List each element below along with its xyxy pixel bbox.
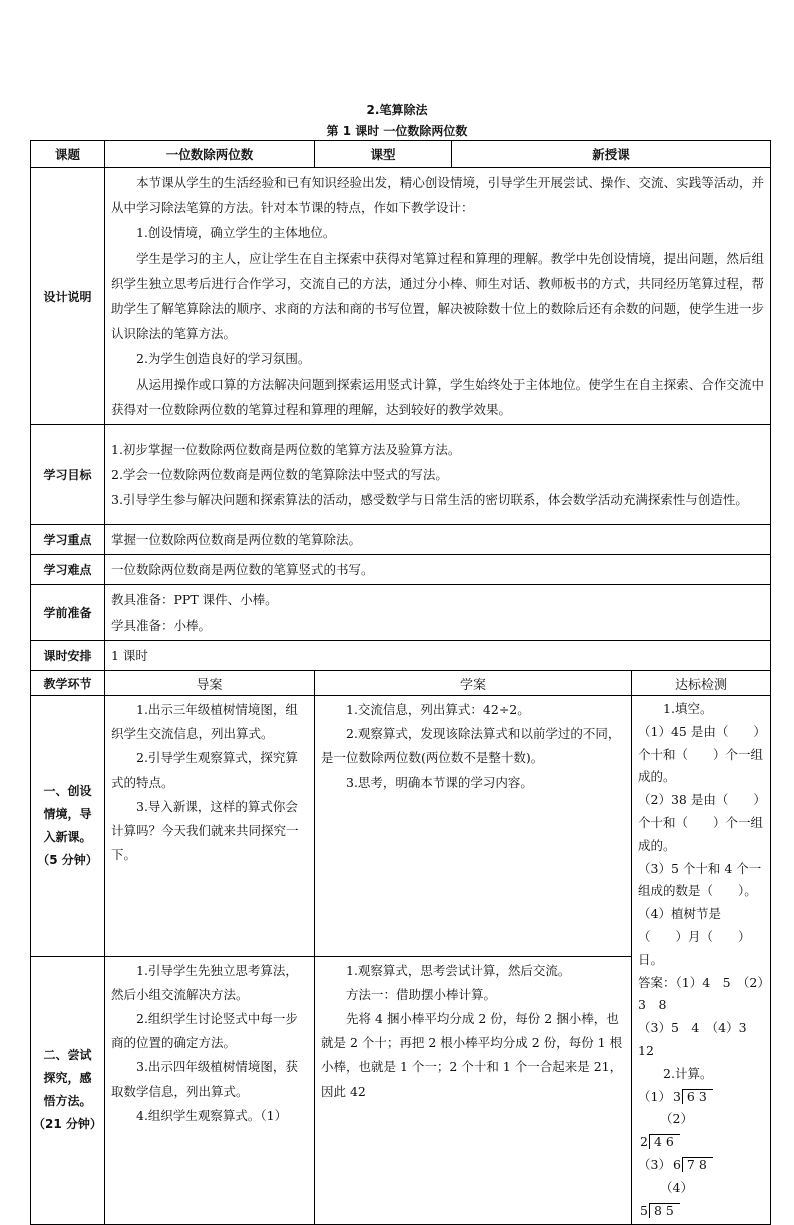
check-col-header: 达标检测 (632, 671, 771, 696)
hours-label: 课时安排 (31, 640, 105, 670)
long-division-4 (640, 1200, 680, 1223)
stage2-study (315, 956, 632, 1225)
hours-value: 1 课时 (105, 640, 771, 670)
header-row (31, 141, 771, 168)
study-item: 2.观察算式，发现该除法算式和以前学过的不同，是一位数除两位数(两位数不是整十数)。 (321, 726, 621, 766)
study-col-header: 学案 (315, 671, 632, 696)
dividend: 7 8 (682, 1157, 713, 1172)
goal-item: 2.学会一位数除两位数商是两位数的笔算除法中竖式的写法。 (111, 466, 448, 482)
lesson-plan-table (30, 140, 771, 1225)
calc-index: （3） (638, 1156, 671, 1172)
stage1-guide (105, 696, 315, 956)
study-item: 3.思考，明确本节课的学习内容。 (346, 774, 533, 790)
process-label: 教学环节 (31, 671, 105, 696)
goal-item: 1.初步掌握一位数除两位数商是两位数的笔算方法及验算方法。 (111, 441, 461, 457)
stage2-name-line: （21 分钟） (33, 1117, 102, 1132)
guide-item: 3.导入新课，这样的算式你会计算吗？今天我们就来共同探究一下。 (111, 798, 299, 863)
answers-line: （1）4 5 （2）3 8 (638, 974, 764, 1013)
guide-col-header: 导案 (105, 671, 315, 696)
guide-item: 1.引导学生先独立思考算法，然后小组交流解决方法。 (111, 962, 298, 1002)
guide-item: 1.出示三年级植树情境图，组织学生交流信息，列出算式。 (111, 702, 298, 742)
process-header-row (31, 671, 771, 696)
stage1-row (31, 696, 771, 956)
lesson-title: 第 1 课时 一位数除两位数 (326, 124, 468, 138)
stage2-guide (105, 956, 315, 1225)
answers (638, 972, 764, 1018)
preparation-label: 学前准备 (31, 585, 105, 640)
q1-item: （1）45 是由（ ）个十和（ ）个一组成的。 (638, 723, 764, 785)
goals-label: 学习目标 (31, 425, 105, 525)
difficulty-row (31, 555, 771, 585)
calc-index: （2） (660, 1111, 693, 1127)
long-division-3 (673, 1154, 713, 1177)
design-paragraph: 1.创设情境，确立学生的主体地位。 (136, 225, 336, 241)
study-item: 1.交流信息，列出算式：42÷2。 (346, 702, 530, 718)
stage1-name-line: 情境，导 (43, 806, 92, 821)
q1-item: （2）38 是由（ ）个十和（ ）个一组成的。 (638, 792, 764, 853)
calc-index: （4） (660, 1179, 693, 1195)
stage1-study (315, 696, 632, 956)
calc-index: （1） (638, 1088, 671, 1104)
check-column (632, 696, 771, 1225)
stage2-name-line: 二、尝试 (43, 1048, 92, 1063)
q2-title: 2.计算。 (663, 1065, 713, 1081)
goals-row (31, 425, 771, 525)
topic-value: 一位数除两位数 (105, 141, 315, 168)
doc-title: 2.笔算除法 (366, 103, 428, 117)
hours-row (31, 640, 771, 670)
divisor: 2 (640, 1134, 648, 1150)
study-item: 方法一：借助摆小棒计算。 (346, 986, 497, 1002)
type-label: 课型 (315, 141, 452, 168)
study-item: 1.观察算式，思考尝试计算，然后交流。 (346, 962, 571, 978)
q1-title: 1.填空。 (663, 701, 713, 717)
preparation-row (31, 585, 771, 640)
stage1-name-line: 一、创设 (43, 783, 92, 798)
preparation-content (105, 585, 771, 640)
guide-item: 4.组织学生观察算式。（1） (136, 1107, 288, 1123)
answer-label: 答案： (638, 974, 676, 990)
design-paragraph: 2.为学生创造良好的学习氛围。 (136, 351, 311, 367)
stage1-name-line: 入新课。 (43, 829, 92, 844)
guide-item: 2.引导学生观察算式，探究算式的特点。 (111, 750, 298, 790)
long-division-2 (640, 1131, 680, 1154)
stage2-name-line: 悟方法。 (43, 1094, 92, 1109)
design-content (105, 168, 771, 425)
guide-item: 2.组织学生讨论竖式中每一步商的位置的确定方法。 (111, 1010, 298, 1051)
stage2-name-line: 探究，感 (43, 1071, 92, 1086)
q1-item: （4）植树节是（ ）月（ ）日。 (638, 906, 751, 967)
long-division-1 (673, 1086, 713, 1109)
difficulty-value: 一位数除两位数商是两位数的笔算竖式的书写。 (105, 555, 771, 585)
stage2-name (31, 956, 105, 1225)
q1-item: （3）5 个十和 4 个一组成的数是（ ）。 (638, 860, 762, 899)
guide-item: 3.出示四年级植树情境图，获取数学信息，列出算式。 (111, 1059, 298, 1099)
divisor: 3 (672, 1088, 681, 1104)
study-item: 先将 4 捆小棒平均分成 2 份，每份 2 捆小棒，也就是 2 个十；再把 2 根小棒平均分成 2 份，每份 1 根小棒，也就是 1 个一；2 个十和 1 个一合起来是 21，因此 42 (321, 1010, 623, 1099)
design-paragraph: 本节课从学生的生活经验和已有知识经验出发，精心创设情境，引导学生开展尝试、操作、交流、实践等活动，并从中学习除法笔算的方法。针对本节课的特点，作如下教学设计： (111, 175, 765, 216)
key-point-label: 学习重点 (31, 525, 105, 555)
calc-line (638, 1154, 764, 1200)
design-row (31, 168, 771, 425)
calc-line (638, 1086, 764, 1132)
design-paragraph: 学生是学习的主人，应让学生在自主探索中获得对笔算过程和算理的理解。教学中先创设情境，提出问题，然后组织学生独立思考后进行合作学习，交流自己的方法，通过分小棒、师生对话、教师板书的方式，共同经历笔算过程，帮助学生了解笔算除法的顺序、求商的方法和商的书写位置，解决被除数十位上的数除后还有余数的问题，使学生进一步认识除法的笔算方法。 (111, 250, 765, 342)
key-point-value: 掌握一位数除两位数商是两位数的笔算除法。 (105, 525, 771, 555)
calc-line (638, 1131, 764, 1154)
calc-line (638, 1200, 764, 1223)
dividend: 4 6 (649, 1134, 680, 1149)
topic-label: 课题 (31, 141, 105, 168)
design-paragraph: 从运用操作或口算的方法解决问题到探索运用竖式计算，学生始终处于主体地位。使学生在自主探索、合作交流中获得对一位数除两位数的笔算过程和算理的理解，达到较好的教学效果。 (111, 376, 765, 417)
goals-content (105, 425, 771, 525)
dividend: 6 3 (682, 1089, 713, 1104)
divisor: 5 (640, 1202, 648, 1218)
key-point-row (31, 525, 771, 555)
design-label: 设计说明 (31, 168, 105, 425)
answers-line: （3）5 4 （4）3 12 (638, 1020, 760, 1058)
student-prep: 学具准备：小棒。 (111, 617, 212, 633)
dividend: 8 5 (649, 1203, 680, 1218)
divisor: 6 (672, 1156, 681, 1172)
difficulty-label: 学习难点 (31, 555, 105, 585)
teacher-prep: 教具准备：PPT 课件、小棒。 (111, 592, 278, 608)
stage1-name-line: （5 分钟） (37, 852, 98, 867)
goal-item: 3.引导学生参与解决问题和探索算法的活动，感受数学与日常生活的密切联系，体会数学活动充满探索性与创造性。 (111, 492, 748, 508)
stage1-name (31, 696, 105, 956)
type-value: 新授课 (452, 141, 771, 168)
